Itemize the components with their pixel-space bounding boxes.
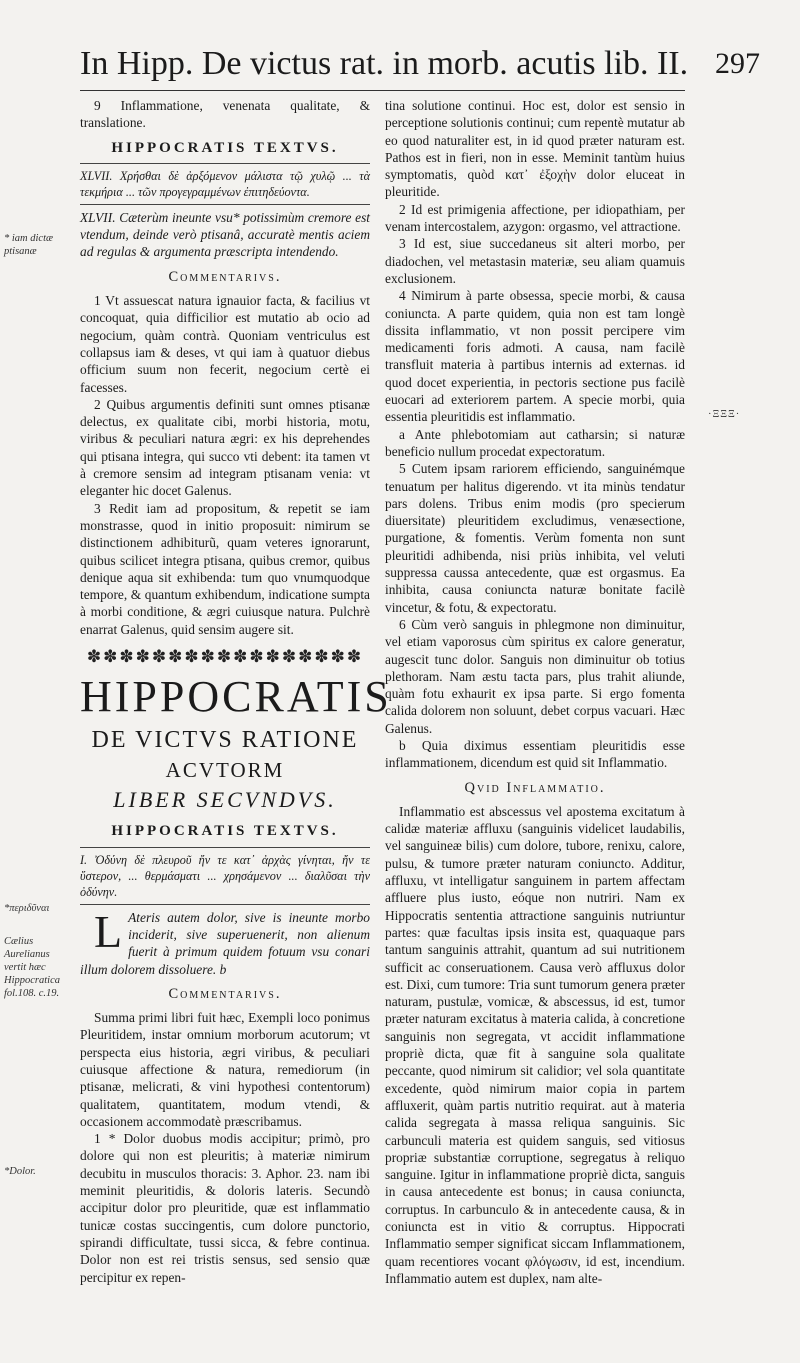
commentary-1: 1 Vt assuescat natura ignauior facta, & facilius vt concoquat, quia difficilior est mutatio ab ocio ad negocium, quàm contrà. Quoniam ventriculus est collapsus iam & deses, vt qui iam à quatuor diebus officium suum non fecerit, negocium certè ei facesses. [80,293,370,395]
paragraph-b: b Quia diximus essentiam pleuritidis esse inflammationem, dicendum est quid sit Inflammatio. [385,737,685,771]
paragraph-5: 5 Cutem ipsam rariorem efficiendo, sanguinémque tenuatum per halitus digerendo. vt ita minùs tendatur pars dolens. Tribus enim modis (pro specierum diuersitate) pleuritidem excludimus, venæsectione, purgatione, & fomentis. Verùm fomenta non sunt pleuritidi adhibenda, nisi priùs inhibita, vel veluti suppressa caussa antecedente, quæ est orgasmus. Ea inhibita, causa coniuncta naturæ bonitate facilè vincetur, & fotu, & expectoratu. [385,461,685,615]
book-title: HIPPOCRATIS [80,672,392,722]
right-column [385,97,685,1287]
paragraph-a: a Ante phlebotomiam aut catharsin; si naturæ beneficio nullum procedat expectoratum. [385,426,685,459]
divider [80,847,370,848]
heading-hippocratis-textus-2: HIPPOCRATIS TEXTVS. [111,823,339,840]
margin-note-ptisanae: * iam dictæ ptisanæ [4,233,53,257]
margin-note-dolor: *Dolor. [4,1166,36,1177]
heading-hippocratis-textus-1: HIPPOCRATIS TEXTVS. [111,139,339,156]
paragraph-continuation: tina solutione continui. Hoc est, dolor est sensio in perceptione solutionis continui; cum repentè mutatur ab eo quod naturaliter est, in id quod præter naturam est. Pathos est in fieri, non in esse. Meminit tantùm huius symptomatis, quòd κατ᾽ ἐξοχὴν dolor eluceat in pleuritide. [385,98,685,200]
paragraph-3: 3 Id est, siue succedaneus sit alteri morbo, per diadochen, vel metastasin materiæ, seu aliam quamuis exclusionem. [385,236,685,286]
greek-text-1: I. Ὀδύνη δὲ πλευροῦ ἤν τε κατ᾽ ἀρχὰς γίνηται, ἤν τε ὕστερον, ... θερμάσματι ... χρησάμενον ... διαλῦσαι τὴν ὀδύνην. [80,852,370,899]
divider [80,904,370,905]
latin-text-1-block [80,905,370,978]
drop-cap: L [94,905,123,957]
heading-commentarius-2: Commentarivs. [168,985,282,1002]
latin-text-1: Ateris autem dolor, sive is ineunte morbo inciderit, sive superuenerit, non alienum fuerit à primum quidem fotuum vsu conari illum dolorem dissoluere. b [80,909,370,977]
commentary-2: 2 Quibus argumentis definiti sunt omnes ptisanæ delectus, ex qualitate cibi, morbi historia, motu, viribus & peculiari natura ægri: ex his deprehendes qui ptisana integra, qui succo vti debent: ita tamen vt à cremore sensim ad integram ptisanam venia: vt eleganter hic docet Galenus. [80,396,370,499]
margin-note-right-mark: ·ΞΞΞ· [708,409,741,420]
divider [80,163,370,164]
divider [80,204,370,205]
book-subtitle-2: ACVTORM [165,758,285,783]
paragraph-2: 2 Id est primigenia affectione, per idiopathiam, per venam intercostalem, azygon: orgasmo, vel attractione. [385,201,685,235]
paragraph-inflammatione: 9 Inflammatione, venenata qualitate, & translatione. [80,98,370,131]
paragraph-inflammatio: Inflammatio est abscessus vel apostema excitatum à calidæ materiæ affluxu (sanguinis videlicet laudabilis, vel sanguineæ bilis) cum dolore, tubore, renixu, calore, pulsu, & tumore præter naturam coniuncto. Additur, affluxu, vt intelligatur sanguinem in partem affectam affluere plus iusto, eóque non nutriri. Nam ex Hippocratis sententia attractione sanguinis nutriuntur partes: quæ facultas ipsis insita est, quaquaque pars tantum sanguinis attrahit, quantum ad sui nutritionem sufficit ac conseruationem. Causa verò affluxus dolor est. Dixi, cum tumore: Tria sunt tumorum genera præter naturam, pustulæ, vomicæ, & abscessus, id est, tumor præter naturam excitatus à materia calida, à concretione sanguinis non segregata, vt accidit inflammatione propriè dicta, quæ fit à sanguine sola qualitate peccante, quod nimirum sit calidior; vel sola quantitate excedente, quòd nimirum maior copia in partem affluxerit, quàm partis nutritio requirat. aut à materia calida segregata à massa reliqua sanguinis. Sic carbunculi materia est quidem sanguis, sed vitiosus propriæ substantiæ corruptione, segregatus à reliquo sanguine. Igitur in inflammatione propriè dicta, sanguis in causa antecedente est bonus; in causa coniuncta, corruptus. In carbunculo & in antecedente causa, & in coniuncta est in vitio & corruptus. Hippocrati Inflammatio semper significat siccam Inflammationem, quam recentiores vocant φλόγωσιν, id est, incendium. Inflammatio autem est duplex, nam alte- [385,803,685,1286]
commentary-dolor: 1 * Dolor duobus modis accipitur; primò, pro dolore qui non est pleuritis; à materiæ nimirum decubitu in musculos thoracis: 3. Aphor. 23. nam ibi meminit pleuritidis, & doloris lateris. Secundò accipitur dolor pro pleuritide, quæ est inflammatio tunicæ costas succingentis, cum dolore punctorio, spirandi difficultate, tussi sicca, & febre continua. Dolor non est rei tristis sensus, sed sensio quæ percipitur ex repen- [80,1131,370,1285]
page-number: 297 [715,47,760,80]
greek-text-47: XLVII. Χρήσθαι δὲ ἀρξόμενον μάλιστα τῷ χυλῷ ... τὰ τεκμήρια ... τῶν προγεγραμμένων ἐπιτηδεύοντα. [80,168,370,199]
margin-note-caelius: Cælius Aurelianus vertit hæc Hippocratica fol.108. c.19. [4,936,60,999]
latin-text-47: XLVII. Cæterùm ineunte vsu* potissimùm cremore est vtendum, deinde verò ptisanâ, accuratè mentis aciem ad regulas & argumenta præscripta intendendo. [80,209,370,260]
ornament-band: ✽✽✽✽✽✽✽✽✽✽✽✽✽✽✽✽✽ [86,648,364,666]
heading-commentarius-1: Commentarivs. [168,268,282,285]
commentary-3: 3 Redit iam ad propositum, & repetit se iam monstrasse, quod in initio proposuit: nimirum se distinctionem adhibiturũ, quam veteres ignorarunt, quibus scilicet integra ptisana, quibus cremor, quibus denique aqua sit exhibenda: tum quo vnumquodque tempore, & quantum exhibendum, indicatione sumpta à morbi conditione, & ægri cuiusque natura. Pulchrè enarrat Galenus, quid sensim augere sit. [80,500,370,637]
book-subtitle-3: LIBER SECVNDVS. [113,787,337,813]
commentary-summa: Summa primi libri fuit hæc, Exempli loco ponimus Pleuritidem, instar omnium morborum acutorum; vt perspecta eius historia, ægri viribus, & peculiari cuiusque affectione & natura, remediorum (in ptisanæ, melicrati, & vini hypothesi contentorum) qualitatem, quantitatem, modum vtendi, & occasionem accommodatè præscribamus. [80,1010,370,1129]
margin-note-greek: *περιδῦναι [4,903,50,914]
heading-quid-inflammatio: Qvid Inflammatio. [464,779,606,796]
paragraph-6: 6 Cùm verò sanguis in phlegmone non diminuitur, vel etiam vaporosus cùm spiritus ex calore generatur, augescit tunc dolor. Sanguis non diminuitur ob totius plethoram. Nam æstu tacta pars, plus trahit aliunde, quàm fotu exhaurit ex ipsa parte. Si ergo fomenta calida dolorem non soluunt, debet corpus vacuari. Hæc Galenus. [385,616,685,736]
paragraph-4: 4 Nimirum à parte obsessa, specie morbi, & causa coniuncta. A parte quidem, quia non est tam longè dissita inflammatio, vt non possit percipere vim medicamenti foris admoti. A causa, nam facilè transfluit materia à partibus internis ad externas. id quod docet experientia, in pectoris sectione pus facilè euocari ad exteriorem partem. A specie morbi, quia essentia pleuritidis est inflammatio. [385,288,685,425]
running-head-title: In Hipp. De victus rat. in morb. acutis lib. II. [80,45,689,82]
header-rule [80,90,685,91]
left-column [80,97,392,1286]
book-subtitle-1: DE VICTVS RATIONE [91,727,359,754]
